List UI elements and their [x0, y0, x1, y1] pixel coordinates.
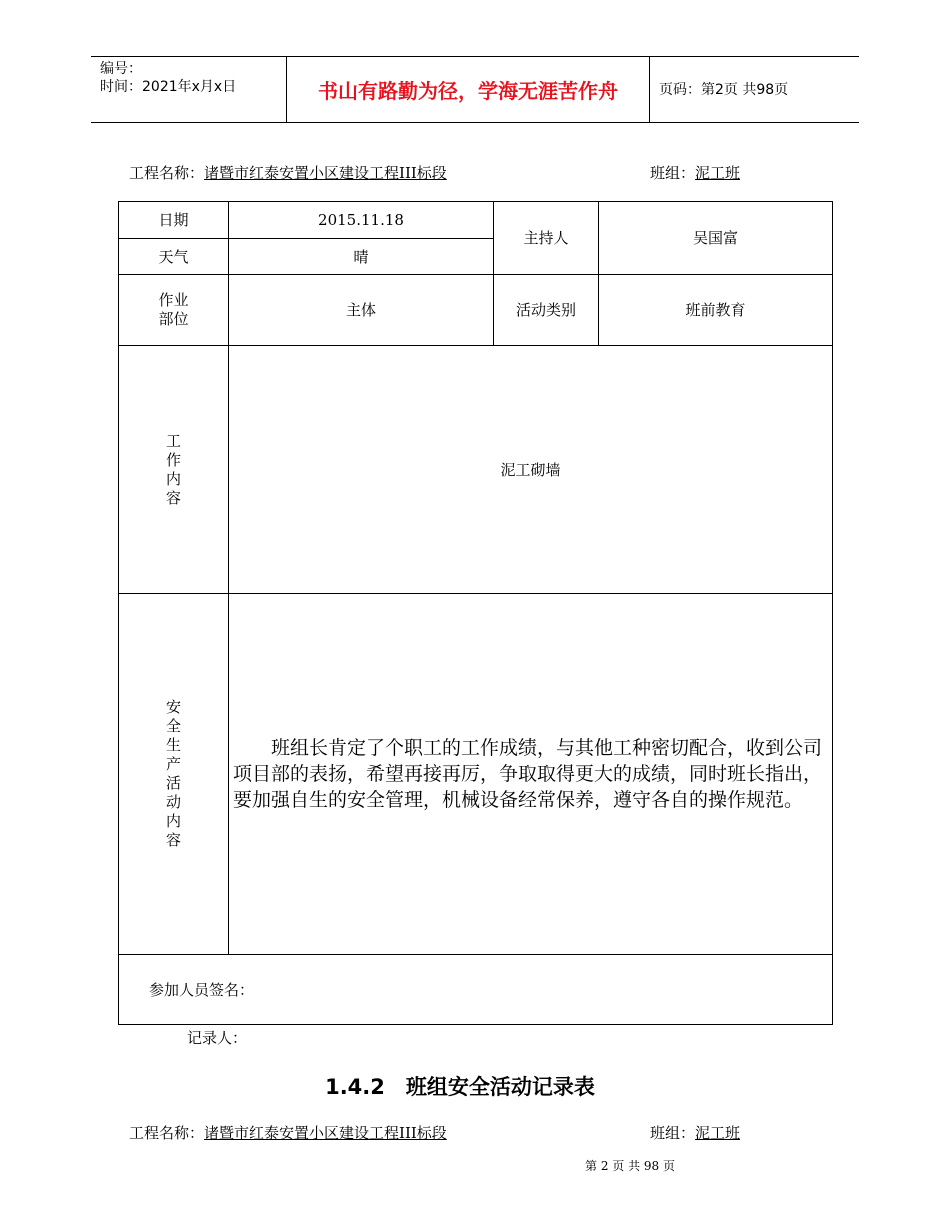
- header-serial-label: 编号：: [100, 61, 142, 77]
- work-content-char: 作: [165, 450, 181, 469]
- work-area-label-line-2: 部位: [158, 310, 189, 328]
- row-work-area: [119, 275, 833, 346]
- team-value: 泥工班: [695, 164, 741, 182]
- safety-content-char: 全: [165, 717, 181, 735]
- header-top-rule: [91, 56, 859, 57]
- work-area-value: 主体: [229, 275, 494, 346]
- work-content-char: 内: [165, 469, 181, 488]
- safety-content-char: 生: [165, 736, 181, 754]
- host-value: 吴国富: [599, 202, 833, 275]
- project-name-label: 工程名称：: [129, 164, 205, 182]
- next-project-name-label: 工程名称：: [129, 1124, 205, 1142]
- row-date: [119, 202, 833, 239]
- safety-activity-form: [118, 201, 833, 1025]
- date-label: 日期: [119, 202, 229, 239]
- activity-type-value: 班前教育: [599, 275, 833, 346]
- header-time-label: 时间：2021年x月x日: [100, 79, 237, 95]
- participants-signature-label: 参加人员签名：: [119, 955, 833, 1025]
- row-safety-content: [119, 594, 833, 955]
- safety-content-char: 活: [165, 774, 181, 792]
- header-page-info: 页码：第2页 共98页: [659, 82, 789, 98]
- activity-type-label: 活动类别: [494, 275, 599, 346]
- weather-label: 天气: [119, 239, 229, 275]
- row-participants: [119, 955, 833, 1025]
- safety-content-char: 内: [165, 812, 181, 830]
- next-team-line: [650, 1123, 740, 1143]
- header-bottom-rule: [91, 122, 859, 123]
- weather-value: 晴: [229, 239, 494, 275]
- header-divider-right: [649, 56, 650, 122]
- row-work-content: [119, 346, 833, 594]
- safety-content-char: 动: [165, 793, 181, 811]
- work-content-char: 工: [165, 431, 181, 450]
- project-name-value: 诸暨市红泰安置小区建设工程III标段: [204, 164, 447, 182]
- safety-content-label: [119, 594, 229, 955]
- safety-content-char: 容: [165, 831, 181, 849]
- work-content-label: [119, 346, 229, 594]
- recorder-label: 记录人：: [187, 1029, 248, 1047]
- next-project-name-value: 诸暨市红泰安置小区建设工程III标段: [204, 1124, 447, 1142]
- team-label: 班组：: [650, 164, 696, 182]
- page-footer: 第 2 页 共 98 页: [585, 1159, 675, 1173]
- team-line: [650, 163, 740, 183]
- next-team-value: 泥工班: [695, 1124, 741, 1142]
- next-section-title: 1.4.2 班组安全活动记录表: [325, 1075, 595, 1099]
- next-project-name-line: [129, 1123, 447, 1143]
- safety-content-value: 班组长肯定了个职工的工作成绩，与其他工种密切配合，收到公司项目部的表扬，希望再接再厉，争取取得更大的成绩，同时班长指出，要加强自生的安全管理，机械设备经常保养，遵守各自的操作规范。: [229, 594, 833, 955]
- work-area-label: [119, 275, 229, 346]
- safety-content-char: 产: [165, 755, 181, 773]
- work-content-value: 泥工砌墙: [229, 346, 833, 594]
- work-area-label-line-1: 作业: [158, 291, 189, 309]
- date-value: 2015.11.18: [229, 202, 494, 239]
- header-motto: 书山有路勤为径，学海无涯苦作舟: [318, 79, 618, 103]
- host-label: 主持人: [494, 202, 599, 275]
- next-team-label: 班组：: [650, 1124, 696, 1142]
- work-content-char: 容: [165, 488, 181, 507]
- safety-content-char: 安: [165, 698, 181, 716]
- project-name-line: [129, 163, 447, 183]
